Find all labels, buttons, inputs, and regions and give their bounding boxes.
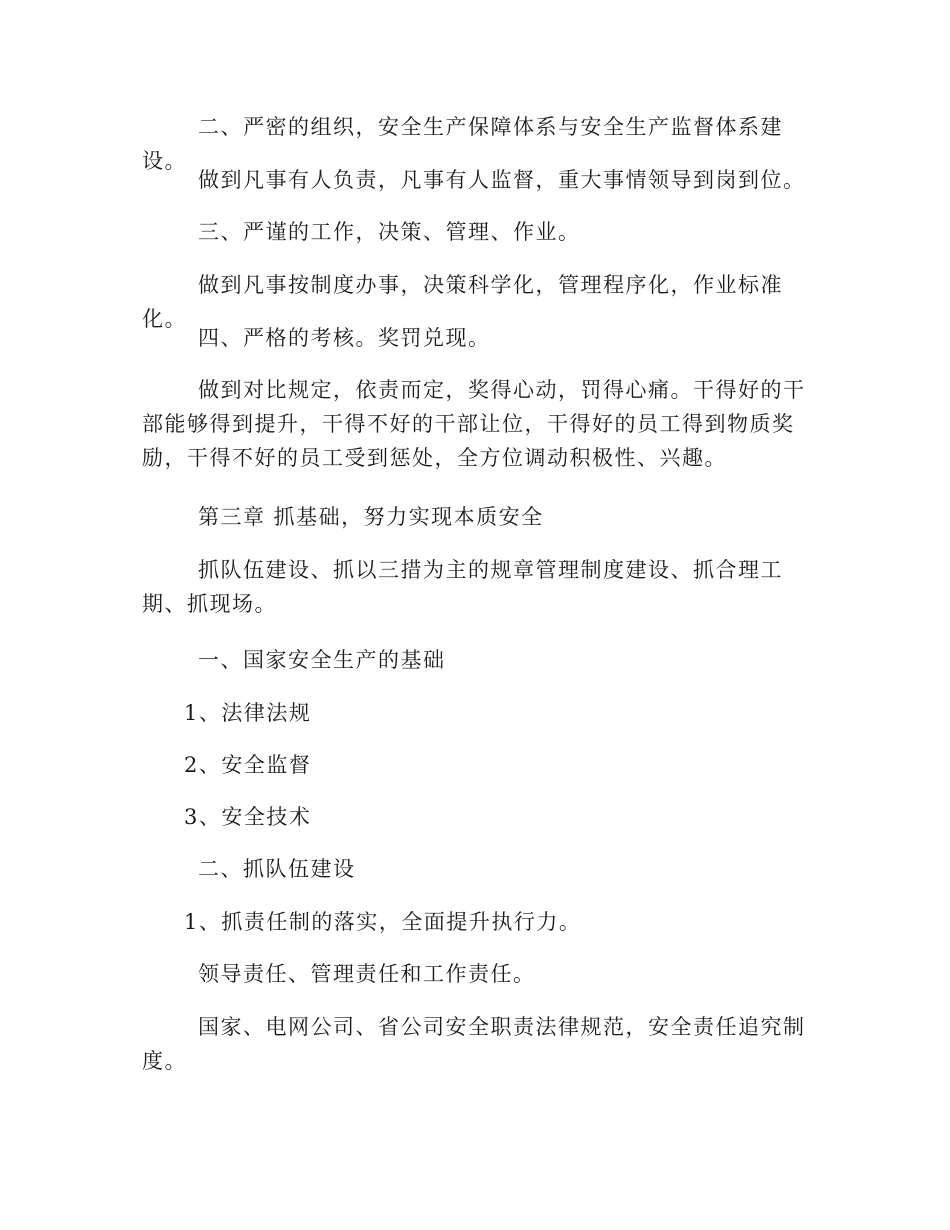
paragraph-body: 抓队伍建设、抓以三措为主的规章管理制度建设、抓合理工期、抓现场。 xyxy=(142,558,783,616)
chapter-heading: 第三章 抓基础，努力实现本质安全 xyxy=(198,505,544,529)
paragraph-body: 领导责任、管理责任和工作责任。 xyxy=(198,962,536,986)
paragraph-body: 做到凡事按制度办事，决策科学化，管理程序化，作业标准化。 xyxy=(142,273,783,331)
list-item: 3、安全技术 xyxy=(184,805,312,829)
list-item: 1、抓责任制的落实，全面提升执行力。 xyxy=(184,910,582,934)
paragraph-body: 做到凡事有人负责，凡事有人监督，重大事情领导到岗到位。 xyxy=(198,168,806,192)
list-item: 1、法律法规 xyxy=(184,701,312,725)
paragraph-section-1: 一、国家安全生产的基础 xyxy=(198,648,446,672)
paragraph-section-4: 四、严格的考核。奖罚兑现。 xyxy=(198,326,491,350)
paragraph-section-3: 三、严谨的工作，决策、管理、作业。 xyxy=(198,220,581,244)
list-item: 2、安全监督 xyxy=(184,753,312,777)
paragraph-body: 做到对比规定，依责而定，奖得心动，罚得心痛。干得好的干部能够得到提升，干得不好的干部让位，干得好的员工得到物质奖励，干得不好的员工受到惩处，全方位调动积极性、兴趣。 xyxy=(142,378,806,470)
paragraph-section-2: 二、严密的组织，安全生产保障体系与安全生产监督体系建设。 xyxy=(142,115,783,173)
paragraph-body: 国家、电网公司、省公司安全职责法律规范，安全责任追究制度。 xyxy=(142,1015,806,1073)
paragraph-section-2b: 二、抓队伍建设 xyxy=(198,857,356,881)
